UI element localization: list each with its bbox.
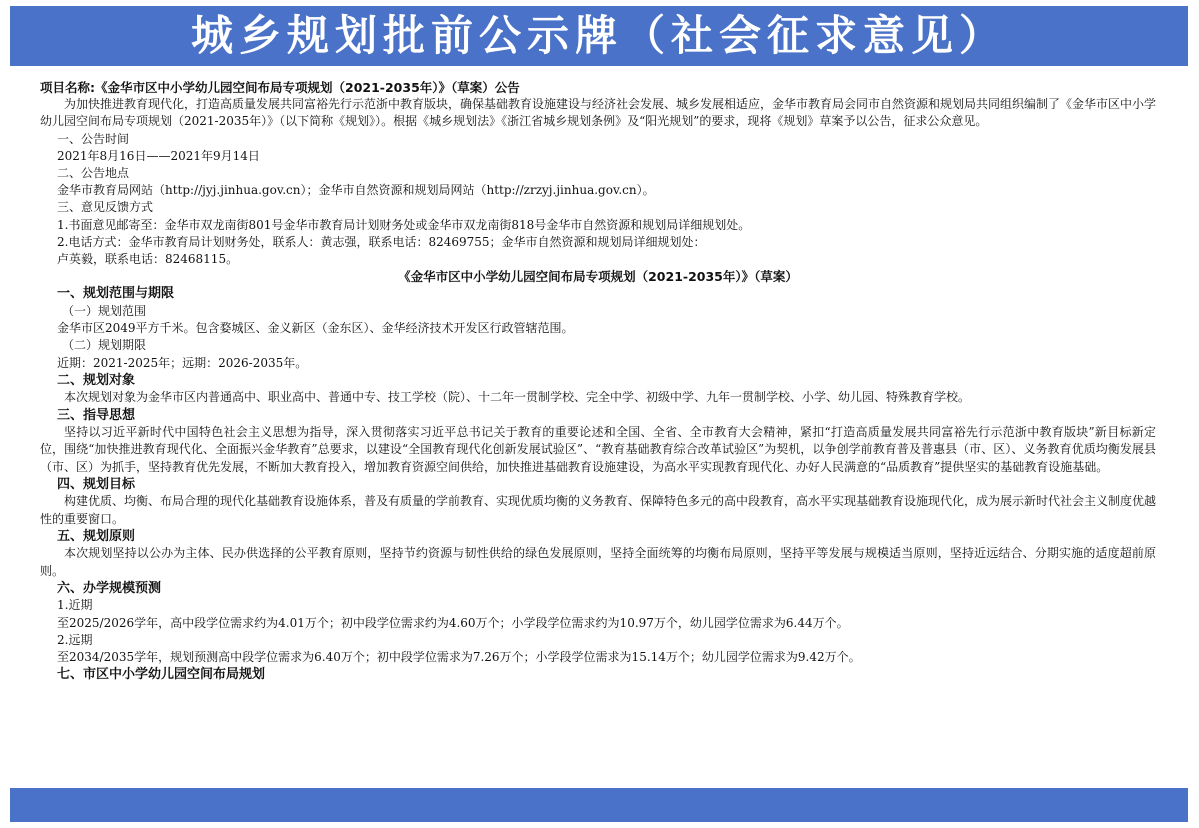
footer-bar: [10, 788, 1188, 822]
plan-forecast-near: 至2025/2026学年，高中段学位需求约为4.01万个；初中段学位需求约为4.60万个；小学段学位需求约为10.97万个，幼儿园学位需求为6.44万个。: [57, 615, 849, 630]
notice-period: 2021年8月16日——2021年9月14日: [57, 148, 260, 163]
plan-goals: 构建优质、均衡、布局合理的现代化基础教育设施体系，普及有质量的学前教育、实现优质均衡的义务教育、保障特色多元的高中段教育，高水平实现基础教育设施现代化，成为展示新时代社会主义制度优越性的重要窗口。: [40, 494, 1157, 526]
plan-period: 近期：2021-2025年；远期：2026-2035年。: [57, 355, 308, 370]
feedback-phone-cont: 卢英毅，联系电话：82468115。: [57, 252, 239, 267]
plan-forecast-far: 至2034/2035学年，规划预测高中段学位需求为6.40万个；初中段学位需求为7.26万个；小学段学位需求为15.14万个；幼儿园学位需求为9.42万个。: [57, 650, 861, 665]
plan-section-title: 七、市区中小学幼儿园空间布局规划: [57, 667, 266, 683]
feedback-mail: 1.书面意见邮寄至：金华市双龙南街801号金华市教育局计划财务处或金华市双龙南街818号金华市自然资源和规划局详细规划处。: [57, 217, 751, 232]
plan-scope: 金华市区2049平方千米。包含婺城区、金义新区（金东区）、金华经济技术开发区行政管辖范围。: [57, 321, 574, 336]
plan-subsection-title: 1.近期: [57, 598, 93, 613]
plan-section-title: 三、指导思想: [57, 407, 136, 423]
plan-section-title: 五、规划原则: [57, 528, 136, 544]
plan-section-title: 四、规划目标: [57, 476, 136, 492]
feedback-phone: 2.电话方式：金华市教育局计划财务处，联系人：黄志强，联系电话：82469755；金华市自然资源和规划局详细规划处：: [57, 234, 706, 249]
page-title-banner: 城乡规划批前公示牌（社会征求意见）: [10, 6, 1188, 66]
notice-intro: 为加快推进教育现代化，打造高质量发展共同富裕先行示范浙中教育版块，确保基础教育设施建设与经济社会发展、城乡发展相适应，金华市教育局会同市自然资源和规划局共同组织编制了《金华市区中小学幼儿园空间布局专项规划（2021-2035年）》（以下简称《规划》）。根据《城乡规划法》《浙江省城乡规划条例》及“阳光规划”的要求，现将《规划》草案予以公告，征求公众意见。: [40, 97, 1157, 129]
plan-subsection-title: （二）规划期限: [62, 338, 147, 353]
plan-section-title: 六、办学规模预测: [57, 580, 162, 596]
notice-section-title: 二、公告地点: [57, 166, 130, 181]
project-name: 项目名称:《金华市区中小学幼儿园空间布局专项规划（2021-2035年）》（草案）公告: [40, 80, 520, 95]
plan-subsection-title: （一）规划范围: [62, 304, 147, 319]
notice-section-title: 三、意见反馈方式: [57, 200, 154, 215]
notice-location: 金华市教育局网站（http://jyj.jinhua.gov.cn）；金华市自然资源和规划局网站（http://zrzyj.jinhua.gov.cn）。: [57, 183, 655, 198]
plan-principles: 本次规划坚持以公办为主体、民办供选择的公平教育原则，坚持节约资源与韧性供给的绿色发展原则，坚持全面统筹的均衡布局原则，坚持平等发展与规模适当原则，坚持近远结合、分期实施的适度超前原则。: [40, 546, 1156, 578]
plan-subsection-title: 2.远期: [57, 632, 93, 647]
plan-title: 《金华市区中小学幼儿园空间布局专项规划（2021-2035年）》（草案）: [398, 269, 798, 285]
plan-section-title: 一、规划范围与期限: [57, 286, 175, 302]
plan-targets: 本次规划对象为金华市区内普通高中、职业高中、普通中专、技工学校（院）、十二年一贯制学校、完全中学、初级中学、九年一贯制学校、小学、幼儿园、特殊教育学校。: [64, 390, 971, 405]
notice-section-title: 一、公告时间: [57, 131, 130, 146]
notice-content: [40, 79, 1156, 684]
plan-guiding-ideology: 坚持以习近平新时代中国特色社会主义思想为指导，深入贯彻落实习近平总书记关于教育的重要论述和全国、全省、全市教育大会精神，紧扣“打造高质量发展共同富裕先行示范浙中教育版块”新目标新定位，围绕“加快推进教育现代化、全面振兴金华教育”总要求，以建设“全国教育现代化创新发展试验区”、“教育基础教育综合改革试验区”为契机，以争创学前教育普及普惠县（市、区）、义务教育优质均衡发展县（市、区）为抓手，坚持教育优先发展，不断加大教育投入，增加教育资源空间供给，加快推进基础教育设施建设，为高水平实现教育现代化、办好人民满意的“品质教育”提供坚实的基础教育设施基础。: [40, 425, 1156, 474]
plan-section-title: 二、规划对象: [57, 372, 136, 388]
